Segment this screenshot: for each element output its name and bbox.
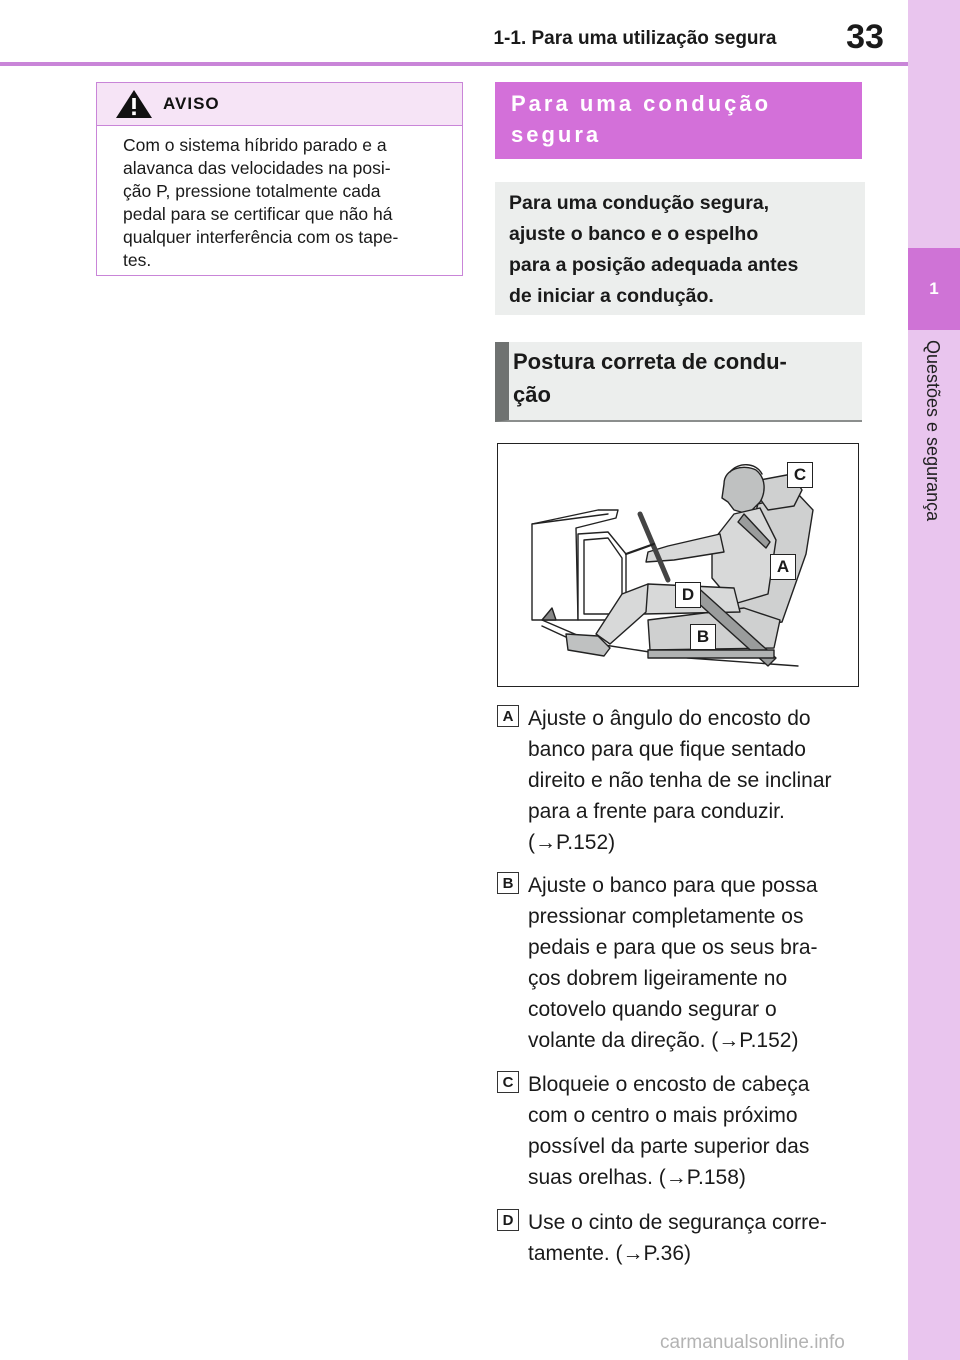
driving-posture-illustration — [497, 443, 859, 687]
warning-line: pedal para se certificar que não há — [123, 204, 393, 224]
chapter-number-tab[interactable]: 1 — [908, 248, 960, 330]
callout-label: A — [770, 554, 796, 580]
item-line: direito e não tenha de se inclinar — [528, 769, 832, 792]
posture-item — [497, 870, 877, 1060]
intro-line: Para uma condução segura, — [509, 192, 770, 214]
running-header: 1-1. Para uma utilização segura — [493, 28, 777, 49]
intro-summary-box — [495, 182, 865, 315]
item-line: suas orelhas. (→P.158) — [528, 1166, 746, 1189]
page-number: 33 — [846, 18, 884, 56]
item-line: Use o cinto de segurança corre- — [528, 1211, 827, 1234]
section-heading-line: Para uma condução — [511, 91, 772, 116]
intro-line: para a posição adequada antes — [509, 254, 799, 276]
item-line: tamente. (→P.36) — [528, 1242, 692, 1265]
item-text — [528, 1207, 827, 1269]
item-line: pedais e para que os seus bra- — [528, 936, 818, 959]
warning-box — [96, 82, 463, 276]
item-line: possível da parte superior das — [528, 1135, 810, 1158]
item-line: ços dobrem ligeiramente no — [528, 967, 788, 990]
item-marker: C — [497, 1071, 519, 1093]
subsection-heading-line: ção — [513, 382, 551, 407]
warning-line: tes. — [123, 250, 152, 270]
item-line: banco para que fique sentado — [528, 738, 806, 761]
warning-line: ção P, pressione totalmente cada — [123, 181, 381, 201]
item-line: cotovelo quando segurar o — [528, 998, 777, 1021]
item-line: Ajuste o banco para que possa — [528, 874, 818, 897]
chapter-label: Questões e segurança — [923, 340, 943, 522]
item-line: (→P.152) — [528, 831, 616, 854]
item-text — [528, 703, 832, 858]
callout-label: B — [690, 624, 716, 650]
item-text — [528, 1069, 809, 1193]
chapter-label-wrap — [908, 340, 960, 570]
section-heading — [495, 82, 862, 159]
warning-triangle-icon — [115, 89, 153, 119]
section-heading-line: segura — [511, 122, 602, 147]
item-line: pressionar completamente os — [528, 905, 804, 928]
item-marker: D — [497, 1209, 519, 1231]
posture-item — [497, 1069, 877, 1197]
item-line: Bloqueie o encosto de cabeça — [528, 1073, 810, 1096]
warning-line: Com o sistema híbrido parado e a — [123, 135, 387, 155]
item-line: Ajuste o ângulo do encosto do — [528, 707, 811, 730]
intro-line: de iniciar a condução. — [509, 285, 714, 307]
warning-text — [97, 126, 462, 272]
posture-item — [497, 703, 877, 863]
header-rule — [0, 62, 908, 66]
subsection-heading — [495, 342, 862, 422]
item-text — [528, 870, 818, 1056]
item-line: com o centro o mais próximo — [528, 1104, 798, 1127]
warning-title: AVISO — [163, 94, 220, 113]
callout-label: D — [675, 582, 701, 608]
subsection-heading-line: Postura correta de condu- — [513, 349, 787, 374]
item-marker: B — [497, 872, 519, 894]
item-line: para a frente para conduzir. — [528, 800, 785, 823]
warning-line: qualquer interferência com os tape- — [123, 227, 399, 247]
posture-item — [497, 1207, 877, 1273]
warning-line: alavanca das velocidades na posi- — [123, 158, 391, 178]
callout-label: C — [787, 462, 813, 488]
item-marker: A — [497, 705, 519, 727]
site-watermark: carmanualsonline.info — [660, 1332, 845, 1353]
intro-line: ajuste o banco e o espelho — [509, 223, 759, 245]
warning-header — [97, 83, 462, 126]
item-line: volante da direção. (→P.152) — [528, 1029, 799, 1052]
chapter-side-strip — [908, 0, 960, 1360]
